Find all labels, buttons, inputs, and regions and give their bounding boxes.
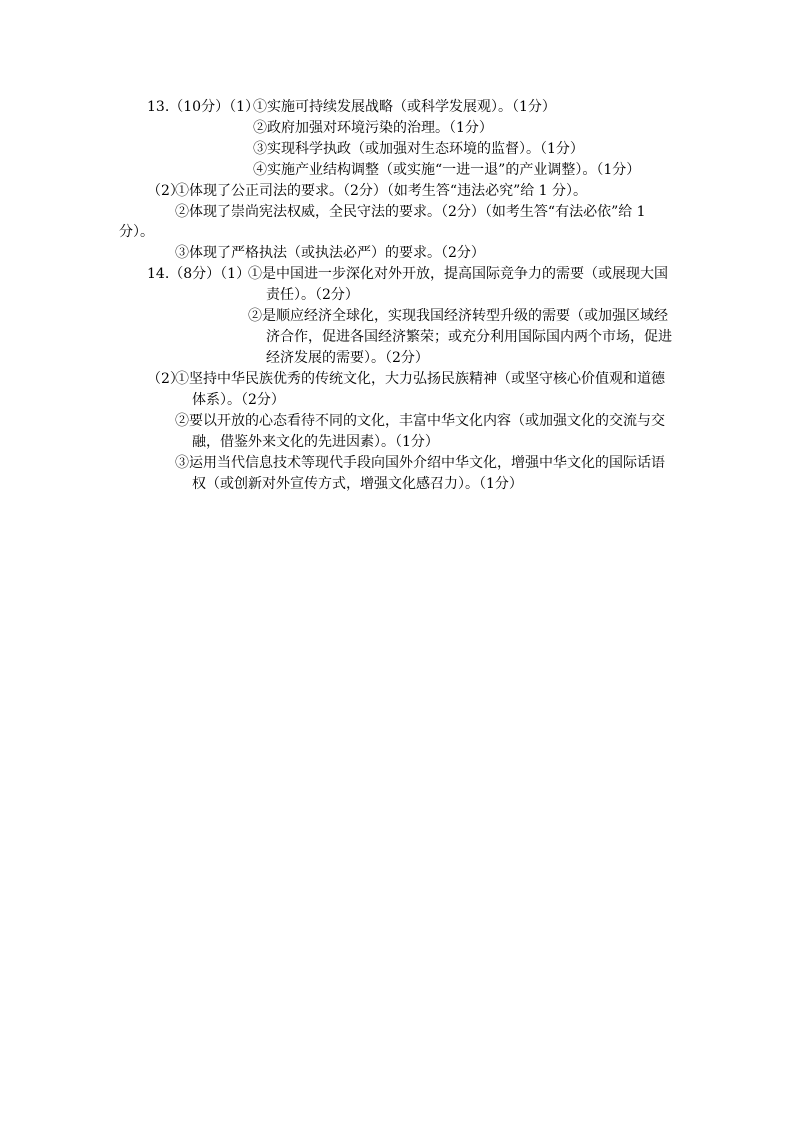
q13-part2-item2-line2: 分）。 <box>119 224 154 240</box>
q14-part1-item1-line2: 责任）。（2分） <box>266 287 359 303</box>
q14-part1-item2-line3: 经济发展的需要）。（2分） <box>266 350 429 366</box>
q14-part2-item1-line2: 体系）。（2分） <box>192 392 285 408</box>
q13-part2-label: （2） <box>147 183 184 199</box>
q13-part1-item1: ①实施可持续发展战略（或科学发展观）。（1分） <box>253 99 556 115</box>
q13-part2-item1: ①体现了公正司法的要求。（2分）（如考生答“违法必究”给 1 分）。 <box>175 183 588 199</box>
q13-header: 13.（10分）（1） <box>147 99 259 115</box>
q14-part2-item3-line1: ③运用当代信息技术等现代手段向国外介绍中华文化，增强中华文化的国际话语 <box>175 455 665 471</box>
q14-part2-label: （2） <box>147 371 184 387</box>
q14-part2-item2-line2: 融，借鉴外来文化的先进因素）。（1分） <box>192 434 439 450</box>
q13-part1-item3: ③实现科学执政（或加强对生态环境的监督）。（1分） <box>253 141 584 157</box>
q14-part1-item2-line1: ②是顺应经济全球化，实现我国经济转型升级的需要（或加强区域经 <box>248 308 668 324</box>
q14-part1-item1-line1: ①是中国进一步深化对外开放，提高国际竞争力的需要（或展现大国 <box>248 266 668 282</box>
q13-part2-item2-line1: ②体现了崇尚宪法权威，全民守法的要求。（2分）（如考生答“有法必依”给 1 <box>175 204 646 220</box>
q13-part1-item2: ②政府加强对环境污染的治理。（1分） <box>253 120 493 136</box>
q14-part2-item2-line1: ②要以开放的心态看待不同的文化，丰富中华文化内容（或加强文化的交流与交 <box>175 413 665 429</box>
q14-part2-item1-line1: ①坚持中华民族优秀的传统文化，大力弘扬民族精神（或坚守核心价值观和道德 <box>175 371 665 387</box>
q14-part2-item3-line2: 权（或创新对外宣传方式，增强文化感召力）。（1分） <box>192 476 523 492</box>
q14-header: 14.（8分）（1） <box>147 266 251 282</box>
q13-part2-item3: ③体现了严格执法（或执法必严）的要求。（2分） <box>175 245 485 261</box>
q13-part1-item4: ④实施产业结构调整（或实施“一进一退”的产业调整）。（1分） <box>253 162 641 178</box>
q14-part1-item2-line2: 济合作，促进各国经济繁荣；或充分利用国际国内两个市场，促进 <box>266 329 672 345</box>
